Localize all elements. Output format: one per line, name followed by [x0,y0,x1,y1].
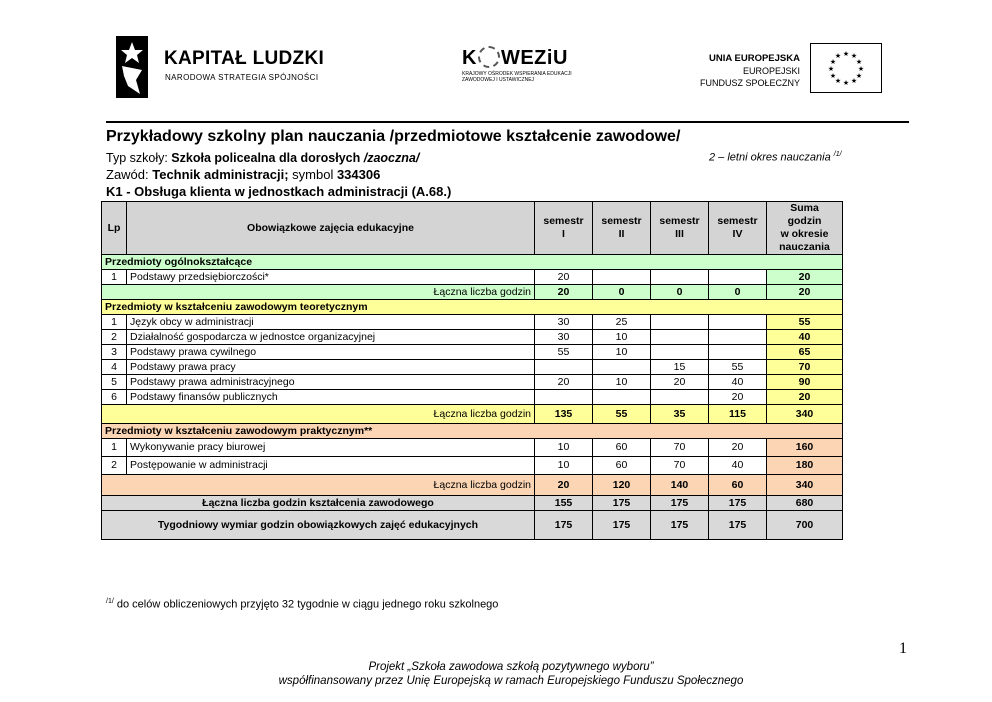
school-type-mode: /zaoczna/ [363,151,420,165]
header-semester-2: semestr II [593,202,651,255]
kowezu-subtitle: KRAJOWY OŚRODEK WSPIERANIA EDUKACJI ZAWODOWEJ I USTAWICZNEJ [462,71,572,83]
kowezu-circle-icon [478,46,500,68]
kapital-ludzki-logo-icon [116,36,148,98]
footnote-text: do celów obliczeniowych przyjęto 32 tygodnie w ciągu jednego roku szkolnego [113,598,499,611]
weekly-total-row: Tygodniowy wymiar godzin obowiązkowych zajęć edukacyjnych 175 175 175 175 700 [102,511,843,540]
footnote [106,598,498,611]
table-row: 5 Podstawy prawa administracyjnego 20 10 20 40 90 [102,375,843,390]
footer-line1: Projekt „Szkoła zawodowa szkołą pozytywnego wyboru” [368,661,654,673]
svg-text:★: ★ [834,77,842,85]
svg-text:★: ★ [829,58,837,66]
table-row: 1 Wykonywanie pracy biurowej 10 60 70 20 160 [102,439,843,457]
header-semester-3: semestr III [651,202,709,255]
symbol-label: symbol [288,167,337,182]
svg-text:★: ★ [829,72,837,80]
svg-text:★: ★ [857,65,865,73]
document-title: Przykładowy szkolny plan nauczania /przedmiotowe kształcenie zawodowe/ [106,128,681,145]
table-row: 1 Podstawy przedsiębiorczości* 20 20 [102,270,843,285]
ue-line2: EUROPEJSKI [742,66,800,76]
kowezu-logo [462,46,572,83]
symbol-value: 334306 [336,167,381,182]
section-practice-total-row: Łączna liczba godzin 20 120 140 60 340 [102,475,843,496]
eu-flag-icon [810,43,882,93]
ue-line3: FUNDUSZ SPOŁECZNY [699,78,800,88]
svg-text:★: ★ [834,52,842,60]
school-type-label: Typ szkoły: [106,151,172,165]
profession-line [106,167,380,182]
header-subject: Obowiązkowe zajęcia edukacyjne [127,202,535,255]
header-lp: Lp [102,202,127,255]
profession-value: Technik administracji; [152,167,289,182]
section-practice-title: Przedmioty w kształceniu zawodowym praktycznym** [102,424,843,439]
svg-text:★: ★ [855,58,863,66]
table-row: 2 Działalność gospodarcza w jednostce organizacyjnej 30 10 40 [102,330,843,345]
svg-text:★: ★ [842,50,850,58]
ue-text [700,52,800,89]
period-note: /1/ [833,151,842,158]
kowezu-title-b: WEZiU [500,47,568,69]
svg-text:★: ★ [827,65,835,73]
table-row: 3 Podstawy prawa cywilnego 55 10 65 [102,345,843,360]
section-practice-header [102,424,843,439]
school-type-line [106,151,419,165]
curriculum-table [101,201,843,540]
section-theory-total-row: Łączna liczba godzin 135 55 35 115 340 [102,405,843,424]
svg-text:★: ★ [850,52,858,60]
header-semester-4: semestr IV [709,202,767,255]
profession-label: Zawód: [106,167,153,182]
section-general-total-row: Łączna liczba godzin 20 0 0 0 20 [102,285,843,300]
table-header-row [102,202,843,255]
table-row: 2 Postępowanie w administracji 10 60 70 40 180 [102,457,843,475]
header-logos [0,30,992,105]
header-sum: Suma godzin w okresie nauczania [767,202,843,255]
kowezu-title-a: K [462,47,477,69]
svg-text:★: ★ [855,72,863,80]
kapital-ludzki-title: KAPITAŁ LUDZKI [164,48,325,69]
page-number: 1 [899,640,907,657]
period-text: 2 – letni okres nauczania [709,151,834,164]
section-theory-header [102,300,843,315]
header-semester-1: semestr I [535,202,593,255]
ue-line1: UNIA EUROPEJSKA [709,53,800,64]
section-theory-title: Przedmioty w kształceniu zawodowym teoretycznym [102,300,843,315]
footer-line2: współfinansowany przez Unię Europejską w ramach Europejskiego Funduszu Społecznego [278,675,744,687]
svg-text:★: ★ [850,77,858,85]
header-divider [106,121,909,123]
kapital-ludzki-subtitle: NARODOWA STRATEGIA SPÓJNOŚCI [165,73,319,82]
section-general-header [102,255,843,270]
period-line [709,151,842,164]
section-general-title: Przedmioty ogólnokształcące [102,255,843,270]
page-footer [0,660,992,688]
table-row: 1 Język obcy w administracji 30 25 55 [102,315,843,330]
footnote-mark: /1/ [106,598,114,605]
table-row: 6 Podstawy finansów publicznych 20 20 [102,390,843,405]
vocational-total-row: Łączna liczba godzin kształcenia zawodowego 155 175 175 175 680 [102,496,843,511]
school-type-value: Szkoła policealna dla dorosłych [171,151,364,165]
svg-text:★: ★ [842,79,850,87]
table-row: 4 Podstawy prawa pracy 15 55 70 [102,360,843,375]
qualification-line: K1 - Obsługa klienta w jednostkach administracji (A.68.) [106,184,452,199]
